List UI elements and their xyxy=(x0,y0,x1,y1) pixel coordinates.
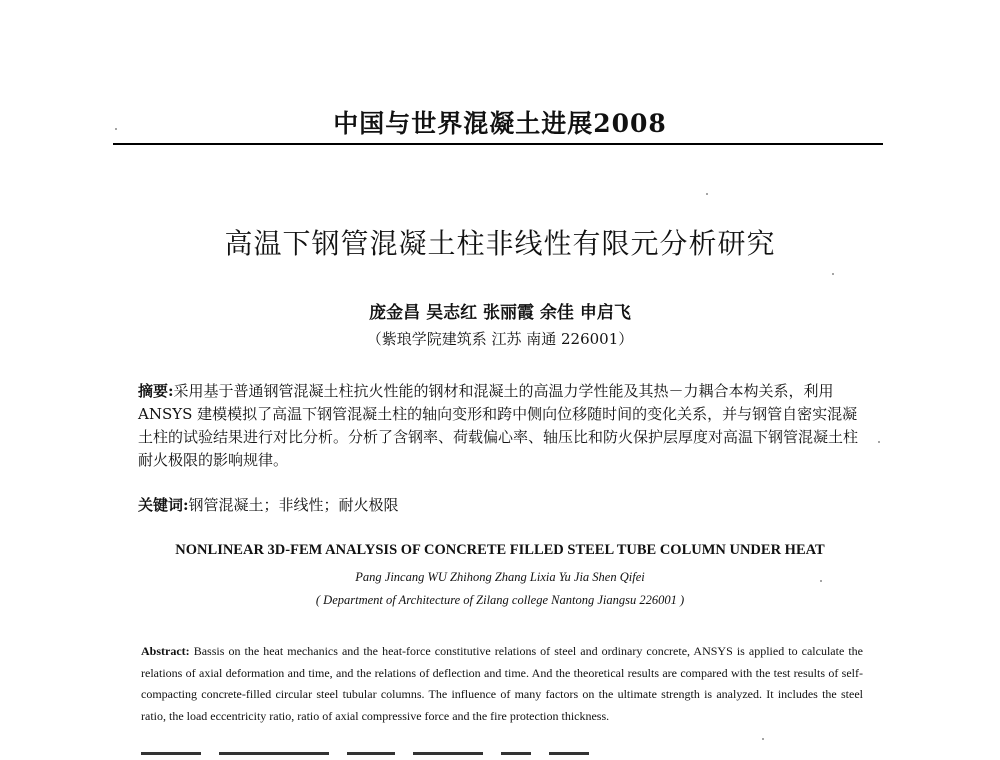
abstract-en xyxy=(141,641,863,727)
keywords-cn-label: 关键词: xyxy=(138,496,189,514)
abstract-cn xyxy=(138,380,864,472)
authors-en: Pang Jincang WU Zhihong Zhang Lixia Yu Jia Shen Qifei xyxy=(355,570,645,584)
keywords-cn xyxy=(138,494,864,515)
keywords-cn-text: 钢管混凝土；非线性；耐火极限 xyxy=(188,496,399,514)
scan-speck xyxy=(820,580,822,582)
abstract-en-text: Bassis on the heat mechanics and the heat-force constitutive relations of steel and ordinary concrete, ANSYS is applied to calculate the relations of axial deformation and time, and the relations of deflection and time. And the theoretical results are compared with the test results of self-compacting concrete-filled circular steel tubular columns. The influence of many factors on the ultimate strength is analyzed. It includes the steel ratio, the load eccentricity ratio, ratio of axial compressive force and the fire protection thickness. xyxy=(141,644,863,723)
header-rule xyxy=(113,143,883,145)
scan-speck xyxy=(706,193,708,195)
abstract-cn-text: 采用基于普通钢管混凝土柱抗火性能的钢材和混凝土的高温力学性能及其热－力耦合本构关系，利用 ANSYS 建模模拟了高温下钢管混凝土柱的轴向变形和跨中侧向位移随时间的变化关系，并与钢管自密实混凝土柱的试验结果进行对比分析。分析了含钢率、荷载偏心率、轴压比和防火保护层厚度对高温下钢管混凝土柱耐火极限的影响规律。 xyxy=(138,382,859,469)
journal-title: 中国与世界混凝土进展2008 xyxy=(333,109,667,138)
affiliation-cn: （紫琅学院建筑系 江苏 南通 226001） xyxy=(366,330,634,348)
scan-speck xyxy=(115,128,117,130)
abstract-cn-label: 摘要: xyxy=(138,382,174,400)
abstract-en-label: Abstract: xyxy=(141,644,190,658)
scan-speck xyxy=(762,738,764,740)
paper-title-en: NONLINEAR 3D-FEM ANALYSIS OF CONCRETE FILLED STEEL TUBE COLUMN UNDER HEAT xyxy=(175,542,825,558)
scan-speck xyxy=(878,441,880,443)
cut-off-text-line xyxy=(141,752,863,760)
paper-title-cn: 高温下钢管混凝土柱非线性有限元分析研究 xyxy=(224,227,776,260)
affiliation-en: ( Department of Architecture of Zilang college Nantong Jiangsu 226001 ) xyxy=(315,593,685,607)
scan-speck xyxy=(832,273,834,275)
authors-cn: 庞金昌 吴志红 张丽霞 余佳 申启飞 xyxy=(369,303,631,323)
